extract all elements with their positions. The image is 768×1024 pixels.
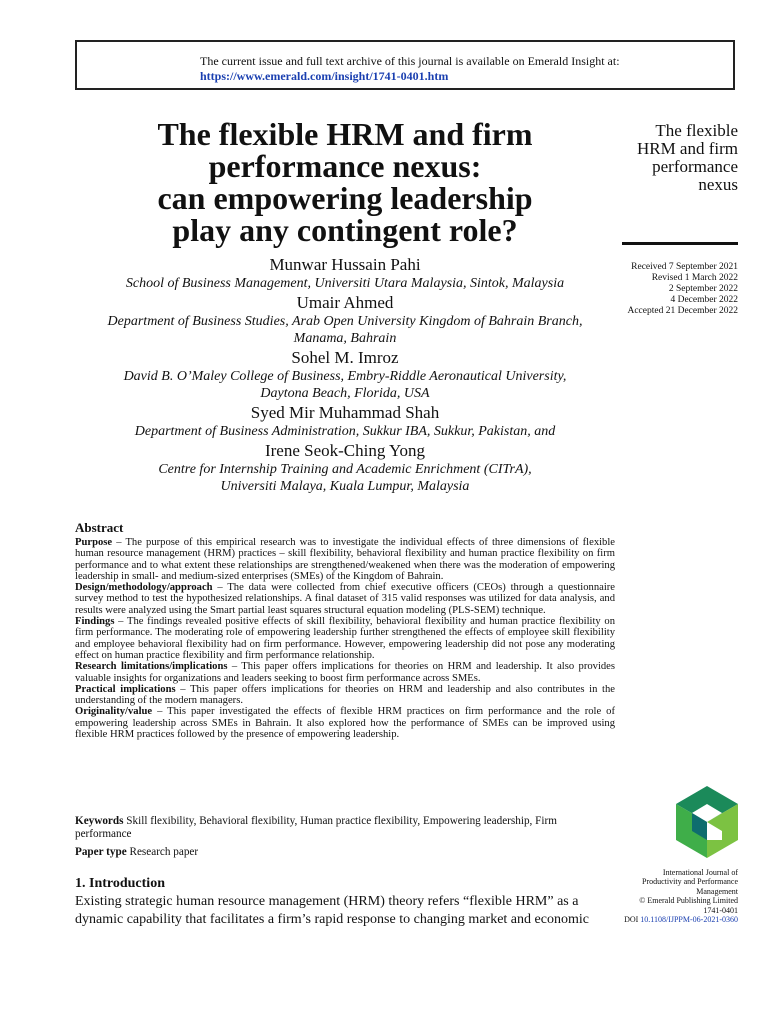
logo-icon xyxy=(676,786,738,858)
section-text: – The data were collected from chief executive officers (CEOs) through a questionnaire survey method to test the hypothesized relationships. A final dataset of 315 valid responses was utilized for data analysis, and results were analyzed using the Smart partial least squares structural equation modeling (PLS-SEM) technique. xyxy=(75,582,615,616)
keywords xyxy=(75,815,615,841)
paper-type-text: Research paper xyxy=(126,846,199,858)
running-head xyxy=(598,122,738,194)
doi-line xyxy=(624,915,738,924)
paper-type xyxy=(75,846,198,858)
journal-info-line: 1741-0401 xyxy=(703,905,738,915)
availability-text: The current issue and full text archive of this journal is available on Emerald Insight at: xyxy=(200,54,620,68)
journal-availability-box xyxy=(75,40,735,90)
author-affiliation: Department of Business Administration, Sukkur IBA, Sukkur, Pakistan, and xyxy=(134,424,556,439)
date-line: Received 7 September 2021 xyxy=(631,262,738,272)
title-line: The flexible HRM and firm xyxy=(157,116,533,152)
section-text: – The purpose of this empirical research was to investigate the individual effects of three dimensions of flexible human resource management (HRM) practices – skill flexibility, behavioral flexibility and human practice flexibility on firm performance and to what extent these relationships are strengthened/weakened when there was the moderation of empowering leadership in small- and medium-sized enterprises (SMEs) of the Kingdom of Bahrain. xyxy=(75,537,615,582)
date-line: Revised 1 March 2022 xyxy=(651,273,738,283)
doi-link[interactable]: 10.1108/IJPPM-06-2021-0360 xyxy=(640,915,738,925)
abstract-heading: Abstract xyxy=(75,520,124,535)
journal-url-link[interactable]: https://www.emerald.com/insight/1741-0401.htm xyxy=(200,69,449,83)
doi-label: DOI xyxy=(624,915,639,925)
author-affiliation: Daytona Beach, Florida, USA xyxy=(260,386,430,401)
date-line: 4 December 2022 xyxy=(670,295,738,305)
running-head-line: HRM and firm xyxy=(636,139,738,158)
title-line: can empowering leadership xyxy=(157,180,533,216)
paper-type-label: Paper type xyxy=(75,846,127,858)
article-title xyxy=(95,118,595,246)
title-line: performance nexus: xyxy=(208,148,482,184)
journal-info-line: © Emerald Publishing Limited xyxy=(639,896,738,906)
author-affiliation: Department of Business Studies, Arab Open University Kingdom of Bahrain Branch, xyxy=(107,314,583,329)
author-name: Umair Ahmed xyxy=(296,293,394,312)
abstract-section-limitations xyxy=(75,661,615,684)
author-name: Irene Seok-Ching Yong xyxy=(264,441,426,460)
journal-info-line: Management xyxy=(696,886,738,896)
running-head-line: nexus xyxy=(698,175,738,194)
introduction-heading: 1. Introduction xyxy=(75,876,165,891)
running-head-rule xyxy=(622,242,738,245)
section-label: Research limitations/implications xyxy=(75,661,228,673)
title-line: play any contingent role? xyxy=(172,212,518,248)
section-label: Originality/value xyxy=(75,706,153,718)
abstract-section-design xyxy=(75,582,615,616)
abstract-section-findings xyxy=(75,616,615,661)
author-name: Munwar Hussain Pahi xyxy=(269,255,421,274)
intro-line: Existing strategic human resource management (HRM) theory refers “flexible HRM” as a xyxy=(75,894,579,909)
author-affiliation: David B. O’Maley College of Business, Embry-Riddle Aeronautical University, xyxy=(123,369,567,384)
abstract-section-purpose xyxy=(75,537,615,582)
introduction-text xyxy=(75,893,615,929)
keywords-text: Skill flexibility, Behavioral flexibility, Human practice flexibility, Empowering leadership, Firm performance xyxy=(75,815,557,840)
running-head-line: performance xyxy=(652,157,738,176)
abstract-section-practical xyxy=(75,684,615,707)
section-text: – This paper offers implications for theories on HRM and leadership. It also provides valuable insights for organizations and leaders seeking to boost firm performance across SMEs. xyxy=(75,661,616,684)
journal-info-line: Productivity and Performance xyxy=(642,877,738,887)
author-name: Sohel M. Imroz xyxy=(291,348,399,367)
journal-info xyxy=(624,868,738,924)
section-text: – The findings revealed positive effects of skill flexibility, behavioral flexibility and human practice flexibility on firm performance. The moderating role of empowering leadership further strengthened the effects of employee skill flexibility and employee behavioral flexibility had on firm performance. However, empowering leadership did not pose any moderating effect on human practice flexibility and firm performance relationship. xyxy=(75,616,615,661)
author-affiliation: School of Business Management, Universiti Utara Malaysia, Sintok, Malaysia xyxy=(125,276,565,291)
intro-line: dynamic capability that facilitates a firm’s rapid response to changing market and economic xyxy=(75,912,589,927)
emerald-publishing-logo xyxy=(676,786,738,858)
author-affiliation: Centre for Internship Training and Academic Enrichment (CITrA), xyxy=(158,462,532,477)
section-label: Practical implications xyxy=(75,683,176,695)
author-affiliation: Universiti Malaya, Kuala Lumpur, Malaysia xyxy=(220,479,470,494)
article-history-dates xyxy=(627,262,738,317)
date-line: 2 September 2022 xyxy=(668,284,738,294)
running-head-line: The flexible xyxy=(655,121,738,140)
journal-info-line: International Journal of xyxy=(662,868,738,877)
author-name: Syed Mir Muhammad Shah xyxy=(250,403,440,422)
section-label: Findings xyxy=(75,616,115,628)
abstract-body xyxy=(75,537,615,740)
date-line: Accepted 21 December 2022 xyxy=(627,306,738,316)
section-label: Purpose xyxy=(75,537,113,548)
section-text: – This paper offers implications for theories on HRM and leadership and also contributes in the understanding of the modern managers. xyxy=(75,683,616,707)
section-label: Design/methodology/approach xyxy=(75,582,213,594)
author-affiliation: Manama, Bahrain xyxy=(293,331,397,346)
keywords-label: Keywords xyxy=(75,815,124,827)
abstract-section-originality xyxy=(75,706,615,740)
author-list xyxy=(70,254,620,495)
section-text: – This paper investigated the effects of flexible HRM practices on firm performance and the role of empowering leadership across SMEs in Bahrain. It also explored how the performance of SMEs can be improved using flexible HRM practices followed by the presence of empowering leadership. xyxy=(75,706,615,741)
